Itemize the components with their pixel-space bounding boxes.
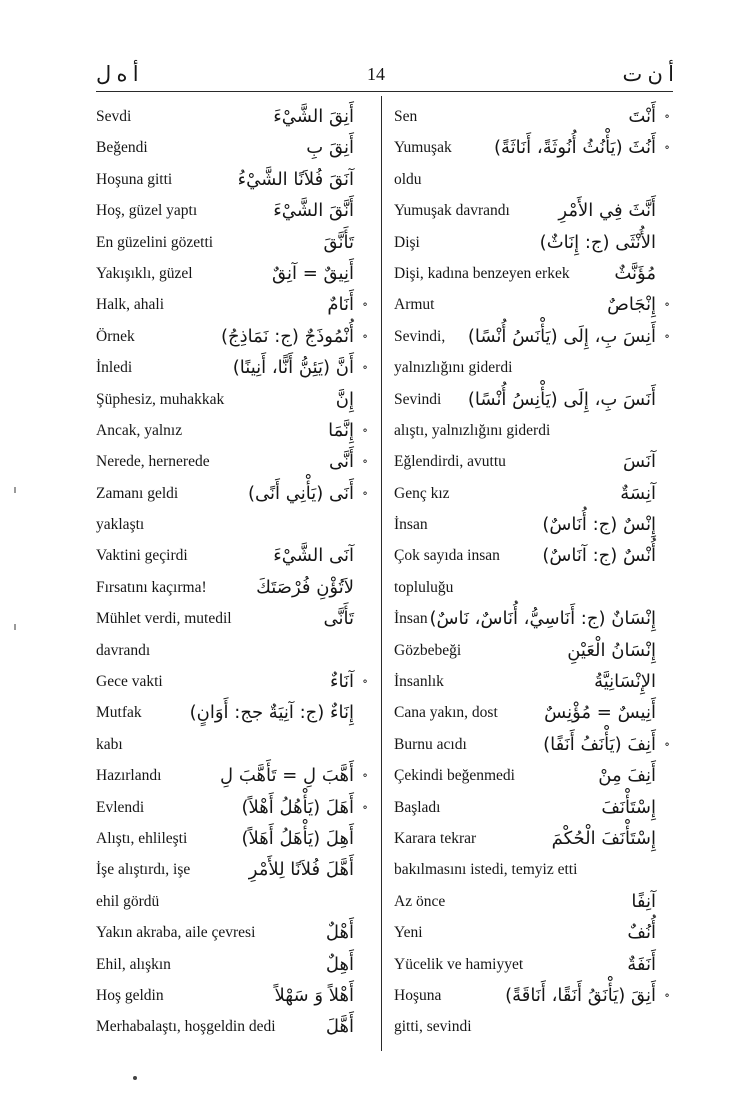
arabic-headword: إِنْسَانٌ (ج: أَنَاسِيُّ، أُنَاسٌ، نَاسٌ) [429,608,656,630]
arabic-headword: أَهَّبَ لِ = تَأَهَّبَ لِ [220,765,354,787]
dictionary-entry [96,572,368,603]
dictionary-entry [96,635,368,666]
arabic-headword: أَنَسَ بِ، إِلَى (يَأْنِسُ أُنْسًا) [467,388,656,410]
arabic-headword: أَهْلاً وَ سَهْلاً [274,984,354,1006]
dictionary-entry [394,635,670,666]
dictionary-entry [394,980,670,1011]
dictionary-entry [96,729,368,760]
turkish-meaning: gitti, sevindi [394,1018,472,1036]
arabic-headword: الإِنْسَانِيَّةُ [594,671,656,693]
left-column [96,101,368,1043]
turkish-meaning: Yumuşak [394,139,452,157]
arabic-headword: إِنَّمَا [328,419,354,441]
turkish-meaning: Beğendi [96,139,148,157]
dictionary-entry [394,446,670,477]
arabic-headword: أَنَّ (يَئِنُّ أَنًّا، أَنِينًا) [232,357,354,379]
turkish-meaning: İnsan [394,516,428,534]
entry-bullet: ∘ [362,297,368,312]
arabic-headword: أَنَّثَ فِي الأَمْرِ [558,200,656,222]
entry-bullet: ∘ [664,109,670,123]
arabic-headword: أَهَّلَ فُلاَنًا لِلأَمْرِ [248,859,354,881]
turkish-meaning: Şüphesiz, muhakkak [96,390,225,408]
entry-bullet: ∘ [362,328,368,343]
dictionary-entry [394,760,670,791]
turkish-meaning: Dişi, kadına benzeyen erkek [394,264,570,282]
header-left-letters: أ ه ل [96,62,139,86]
arabic-headword: آنَى الشَّيْءَ [273,545,354,567]
dictionary-entry [96,321,368,352]
entry-bullet: ∘ [362,485,368,500]
arabic-headword: أَنَّى [328,451,354,473]
dictionary-entry [96,415,368,446]
entry-bullet: ∘ [362,360,368,375]
dictionary-entry [394,823,670,854]
dictionary-entry [394,509,670,540]
arabic-headword: تَأَنَّى [323,608,354,630]
turkish-meaning: bakılmasını istedi, temyiz etti [394,861,578,879]
dictionary-entry [394,572,670,603]
arabic-headword: أُنْسٌ (ج: آنَاسٌ) [542,545,656,567]
arabic-headword: أُنُفٌ [627,922,656,944]
turkish-meaning: Ehil, alışkın [96,955,171,973]
turkish-meaning: Hoşuna gitti [96,170,173,188]
turkish-meaning: Gözbebeği [394,641,462,659]
arabic-headword: لاَتُؤْنِ فُرْصَتَكَ [256,576,354,598]
dictionary-entry [96,603,368,634]
arabic-headword: أَنِيسٌ = مُؤْنِسٌ [544,702,656,724]
header-rule [96,91,673,92]
turkish-meaning: Armut [394,296,435,314]
dictionary-entry [394,603,670,634]
dictionary-entry [96,352,368,383]
dictionary-entry [394,854,670,885]
dictionary-entry [96,384,368,415]
turkish-meaning: Sevindi [394,390,442,408]
dictionary-entry [394,164,670,195]
turkish-meaning: Ancak, yalnız [96,421,183,439]
dictionary-entry [96,760,368,791]
dictionary-entry [96,917,368,948]
turkish-meaning: İnledi [96,359,133,377]
dictionary-entry [96,509,368,540]
dictionary-entry [394,792,670,823]
dictionary-entry [394,729,670,760]
arabic-headword: أَنَّقَ الشَّيْءَ [273,200,354,222]
right-column [394,101,670,1043]
dictionary-entry [394,540,670,571]
dictionary-entry [394,352,670,383]
turkish-meaning: alıştı, yalnızlığını giderdi [394,421,551,439]
scan-speck [14,624,16,630]
arabic-headword: أَنَامٌ [327,294,354,316]
turkish-meaning: En güzelini gözetti [96,233,214,251]
arabic-headword: أَهَلَ (يَأْهُلُ أَهْلاً) [241,796,354,818]
entry-bullet: ∘ [664,140,670,155]
turkish-meaning: Hoşuna [394,986,442,1004]
arabic-headword: آنَقَ فُلاَنًا الشَّيْءُ [237,168,354,190]
dictionary-entry [96,195,368,226]
turkish-meaning: Başladı [394,798,441,816]
arabic-headword: تَأَنَّقَ [323,231,354,253]
turkish-meaning: Hazırlandı [96,767,162,785]
arabic-headword: أَنِيقٌ = آنِقٌ [271,262,354,284]
turkish-meaning: Çok sayıda insan [394,547,500,565]
dictionary-entry [96,289,368,320]
header-right-letters: أ ن ت [622,62,674,86]
scan-speck [14,487,16,493]
arabic-headword: أَنِسَ بِ، إِلَى (يَأْنَسُ أُنْسًا) [467,325,656,347]
arabic-headword: أَنَى (يَأْنِي أَنًى) [247,482,354,504]
turkish-meaning: Yakışıklı, güzel [96,264,193,282]
dictionary-entry [96,164,368,195]
arabic-headword: آنَسَ [623,451,656,473]
arabic-headword: إِنْسٌ (ج: أُنَاسٌ) [542,514,656,536]
turkish-meaning: Karara tekrar [394,829,477,847]
turkish-meaning: Hoş geldin [96,986,164,1004]
arabic-headword: إِنْجَاصٌ [607,294,656,316]
print-dot [133,1076,137,1080]
entry-bullet: ∘ [664,736,670,751]
turkish-meaning: Mutfak [96,704,142,722]
dictionary-entry [394,949,670,980]
dictionary-entry [394,132,670,163]
column-divider [381,96,382,1051]
dictionary-entry [96,854,368,885]
dictionary-entry [394,666,670,697]
arabic-headword: آنِسَةٌ [620,482,656,504]
arabic-headword: آنَاءٌ [330,671,354,693]
turkish-meaning: Burnu acıdı [394,735,467,753]
turkish-meaning: Merhabalaştı, hoşgeldin dedi [96,1018,276,1036]
arabic-headword: الأُنْثَى (ج: إِنَاثٌ) [539,231,656,253]
turkish-meaning: Çekindi beğenmedi [394,767,515,785]
arabic-headword: أُنْمُوذَجٌ (ج: نَمَاذِجُ) [220,325,354,347]
turkish-meaning: Sen [394,108,418,125]
dictionary-entry [96,792,368,823]
turkish-meaning: kabı [96,735,123,753]
turkish-meaning: Örnek [96,327,135,345]
turkish-meaning: Dişi [394,233,420,251]
turkish-meaning: topluluğu [394,578,454,596]
dictionary-entry [96,949,368,980]
turkish-meaning: yalnızlığını giderdi [394,359,513,377]
dictionary-entry [96,980,368,1011]
dictionary-entry [394,321,670,352]
dictionary-entry [394,227,670,258]
turkish-meaning: Yumuşak davrandı [394,202,510,220]
dictionary-entry [96,258,368,289]
turkish-meaning: İnsan [394,610,428,628]
arabic-headword: أَنُثَ (يَأْنُثُ أُنُوثَةً، أَنَاثَةً) [493,137,656,159]
arabic-headword: مُؤَنَّثٌ [614,262,656,284]
dictionary-entry [394,101,670,132]
arabic-headword: أَهَّلَ [325,1016,354,1038]
dictionary-entry [96,540,368,571]
dictionary-entry [96,446,368,477]
entry-bullet: ∘ [664,987,670,1002]
dictionary-entry [96,823,368,854]
entry-bullet: ∘ [362,422,368,437]
arabic-headword: إِنَّ [335,388,354,410]
arabic-headword: إِنْسَانُ الْعَيْنِ [567,639,656,661]
dictionary-entry [96,478,368,509]
turkish-meaning: Mühlet verdi, mutedil [96,610,232,628]
arabic-headword: أَهِلٌ [325,953,354,975]
turkish-meaning: Evlendi [96,798,145,816]
entry-bullet: ∘ [362,768,368,783]
turkish-meaning: Gece vakti [96,673,163,691]
dictionary-entry [394,697,670,728]
turkish-meaning: İşe alıştırdı, işe [96,861,191,879]
turkish-meaning: Yakın akraba, aile çevresi [96,924,256,942]
dictionary-entry [96,1011,368,1042]
dictionary-entry [96,132,368,163]
arabic-headword: آنِفًا [631,890,656,912]
dictionary-entry [96,227,368,258]
dictionary-entry [394,478,670,509]
dictionary-entry [96,101,368,132]
arabic-headword: أَنِفَ (يَأْنَفُ أَنَفًا) [543,733,656,755]
arabic-headword: أَهِلَ (يَأْهَلُ أَهَلاً) [241,827,354,849]
turkish-meaning: ehil gördü [96,892,160,910]
turkish-meaning: Sevindi, [394,327,446,345]
arabic-headword: أَنِفَ مِنْ [598,765,656,787]
turkish-meaning: Yeni [394,924,423,942]
turkish-meaning: oldu [394,170,422,188]
arabic-headword: أَنِقَ (يَأْنَقُ أَنَقًا، أَنَاقَةً) [505,984,656,1006]
turkish-meaning: Halk, ahali [96,296,165,314]
dictionary-entry [96,886,368,917]
turkish-meaning: Zamanı geldi [96,484,179,502]
turkish-meaning: Cana yakın, dost [394,704,498,722]
turkish-meaning: davrandı [96,641,151,659]
dictionary-entry [96,666,368,697]
turkish-meaning: Az önce [394,892,446,910]
arabic-headword: أَنِقَ بِ [306,137,354,159]
page-number: 14 [367,64,385,84]
arabic-headword: أَنَفَةٌ [627,953,656,975]
arabic-headword: أَهْلٌ [325,922,354,944]
entry-bullet: ∘ [664,297,670,312]
turkish-meaning: yaklaştı [96,516,145,534]
dictionary-entry [394,886,670,917]
turkish-meaning: Eğlendirdi, avuttu [394,453,506,471]
page-header [96,62,674,90]
dictionary-entry [394,415,670,446]
dictionary-entry [394,195,670,226]
entry-bullet: ∘ [664,328,670,343]
dictionary-entry [394,258,670,289]
dictionary-entry [394,384,670,415]
dictionary-entry [394,917,670,948]
entry-bullet: ∘ [362,674,368,689]
turkish-meaning: Hoş, güzel yaptı [96,202,198,220]
arabic-headword: أَنْتَ [628,106,656,127]
entry-bullet: ∘ [362,799,368,814]
turkish-meaning: Fırsatını kaçırma! [96,578,207,596]
turkish-meaning: Alıştı, ehlileşti [96,829,188,847]
arabic-headword: إِنَاءٌ (ج: آنِيَةٌ جج: أَوَانٍ) [189,702,354,724]
arabic-headword: أَنِقَ الشَّيْءَ [273,106,354,127]
arabic-headword: إِسْتَأْنَفَ [601,796,656,818]
turkish-meaning: Sevdi [96,108,132,125]
turkish-meaning: Yücelik ve hamiyyet [394,955,524,973]
turkish-meaning: Nerede, hernerede [96,453,210,471]
dictionary-entry [394,289,670,320]
arabic-headword: إِسْتَأْنَفَ الْحُكْمَ [551,827,656,849]
dictionary-entry [96,697,368,728]
turkish-meaning: Vaktini geçirdi [96,547,188,565]
entry-bullet: ∘ [362,454,368,469]
turkish-meaning: Genç kız [394,484,450,502]
dictionary-entry [394,1011,670,1042]
turkish-meaning: İnsanlık [394,673,444,691]
